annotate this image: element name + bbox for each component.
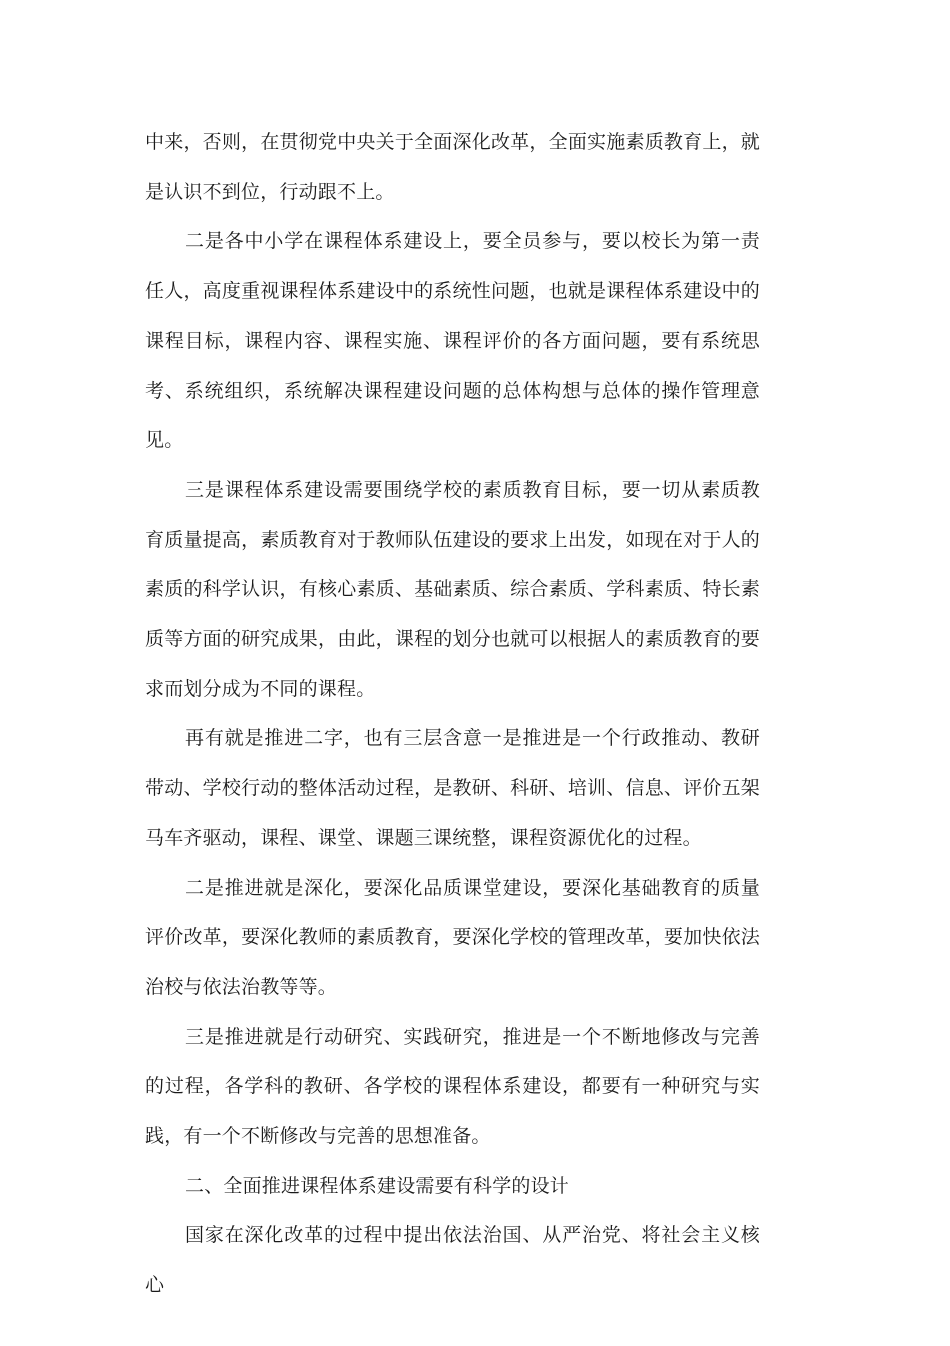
paragraph-curriculum-participation: 二是各中小学在课程体系建设上，要全员参与，要以校长为第一责任人，高度重视课程体系建设中的系统性问题，也就是课程体系建设中的课程目标，课程内容、课程实施、课程评价的各方面问题，要有系统思考、系统组织，系统解决课程建设问题的总体构想与总体的操作管理意见。 bbox=[145, 230, 760, 452]
paragraph-advancement-meaning: 再有就是推进二字，也有三层含意一是推进是一个行政推动、教研带动、学校行动的整体活动过程，是教研、科研、培训、信息、评价五架马车齐驱动，课程、课堂、课题三课统整，课程资源优化的过程。 bbox=[145, 727, 760, 849]
paragraph-national-reform: 国家在深化改革的过程中提出依法治国、从严治党、将社会主义核心 bbox=[145, 1224, 760, 1297]
paragraph-action-research: 三是推进就是行动研究、实践研究，推进是一个不断地修改与完善的过程，各学科的教研、各学校的课程体系建设，都要有一种研究与实践，有一个不断修改与完善的思想准备。 bbox=[145, 1025, 760, 1148]
paragraph-deepening: 二是推进就是深化，要深化品质课堂建设，要深化基础教育的质量评价改革，要深化教师的素质教育，要深化学校的管理改革，要加快依法治校与依法治教等等。 bbox=[145, 876, 760, 998]
paragraph-continuation: 中来，否则，在贯彻党中央关于全面深化改革，全面实施素质教育上，就是认识不到位，行动跟不上。 bbox=[145, 131, 760, 203]
document-page bbox=[145, 118, 760, 1311]
section-heading: 二、全面推进课程体系建设需要有科学的设计 bbox=[185, 1174, 570, 1197]
paragraph-quality-education-goals: 三是课程体系建设需要围绕学校的素质教育目标，要一切从素质教育质量提高，素质教育对于教师队伍建设的要求上出发，如现在对于人的素质的科学认识，有核心素质、基础素质、综合素质、学科素质、特长素质等方面的研究成果，由此，课程的划分也就可以根据人的素质教育的要求而划分成为不同的课程。 bbox=[145, 478, 760, 700]
